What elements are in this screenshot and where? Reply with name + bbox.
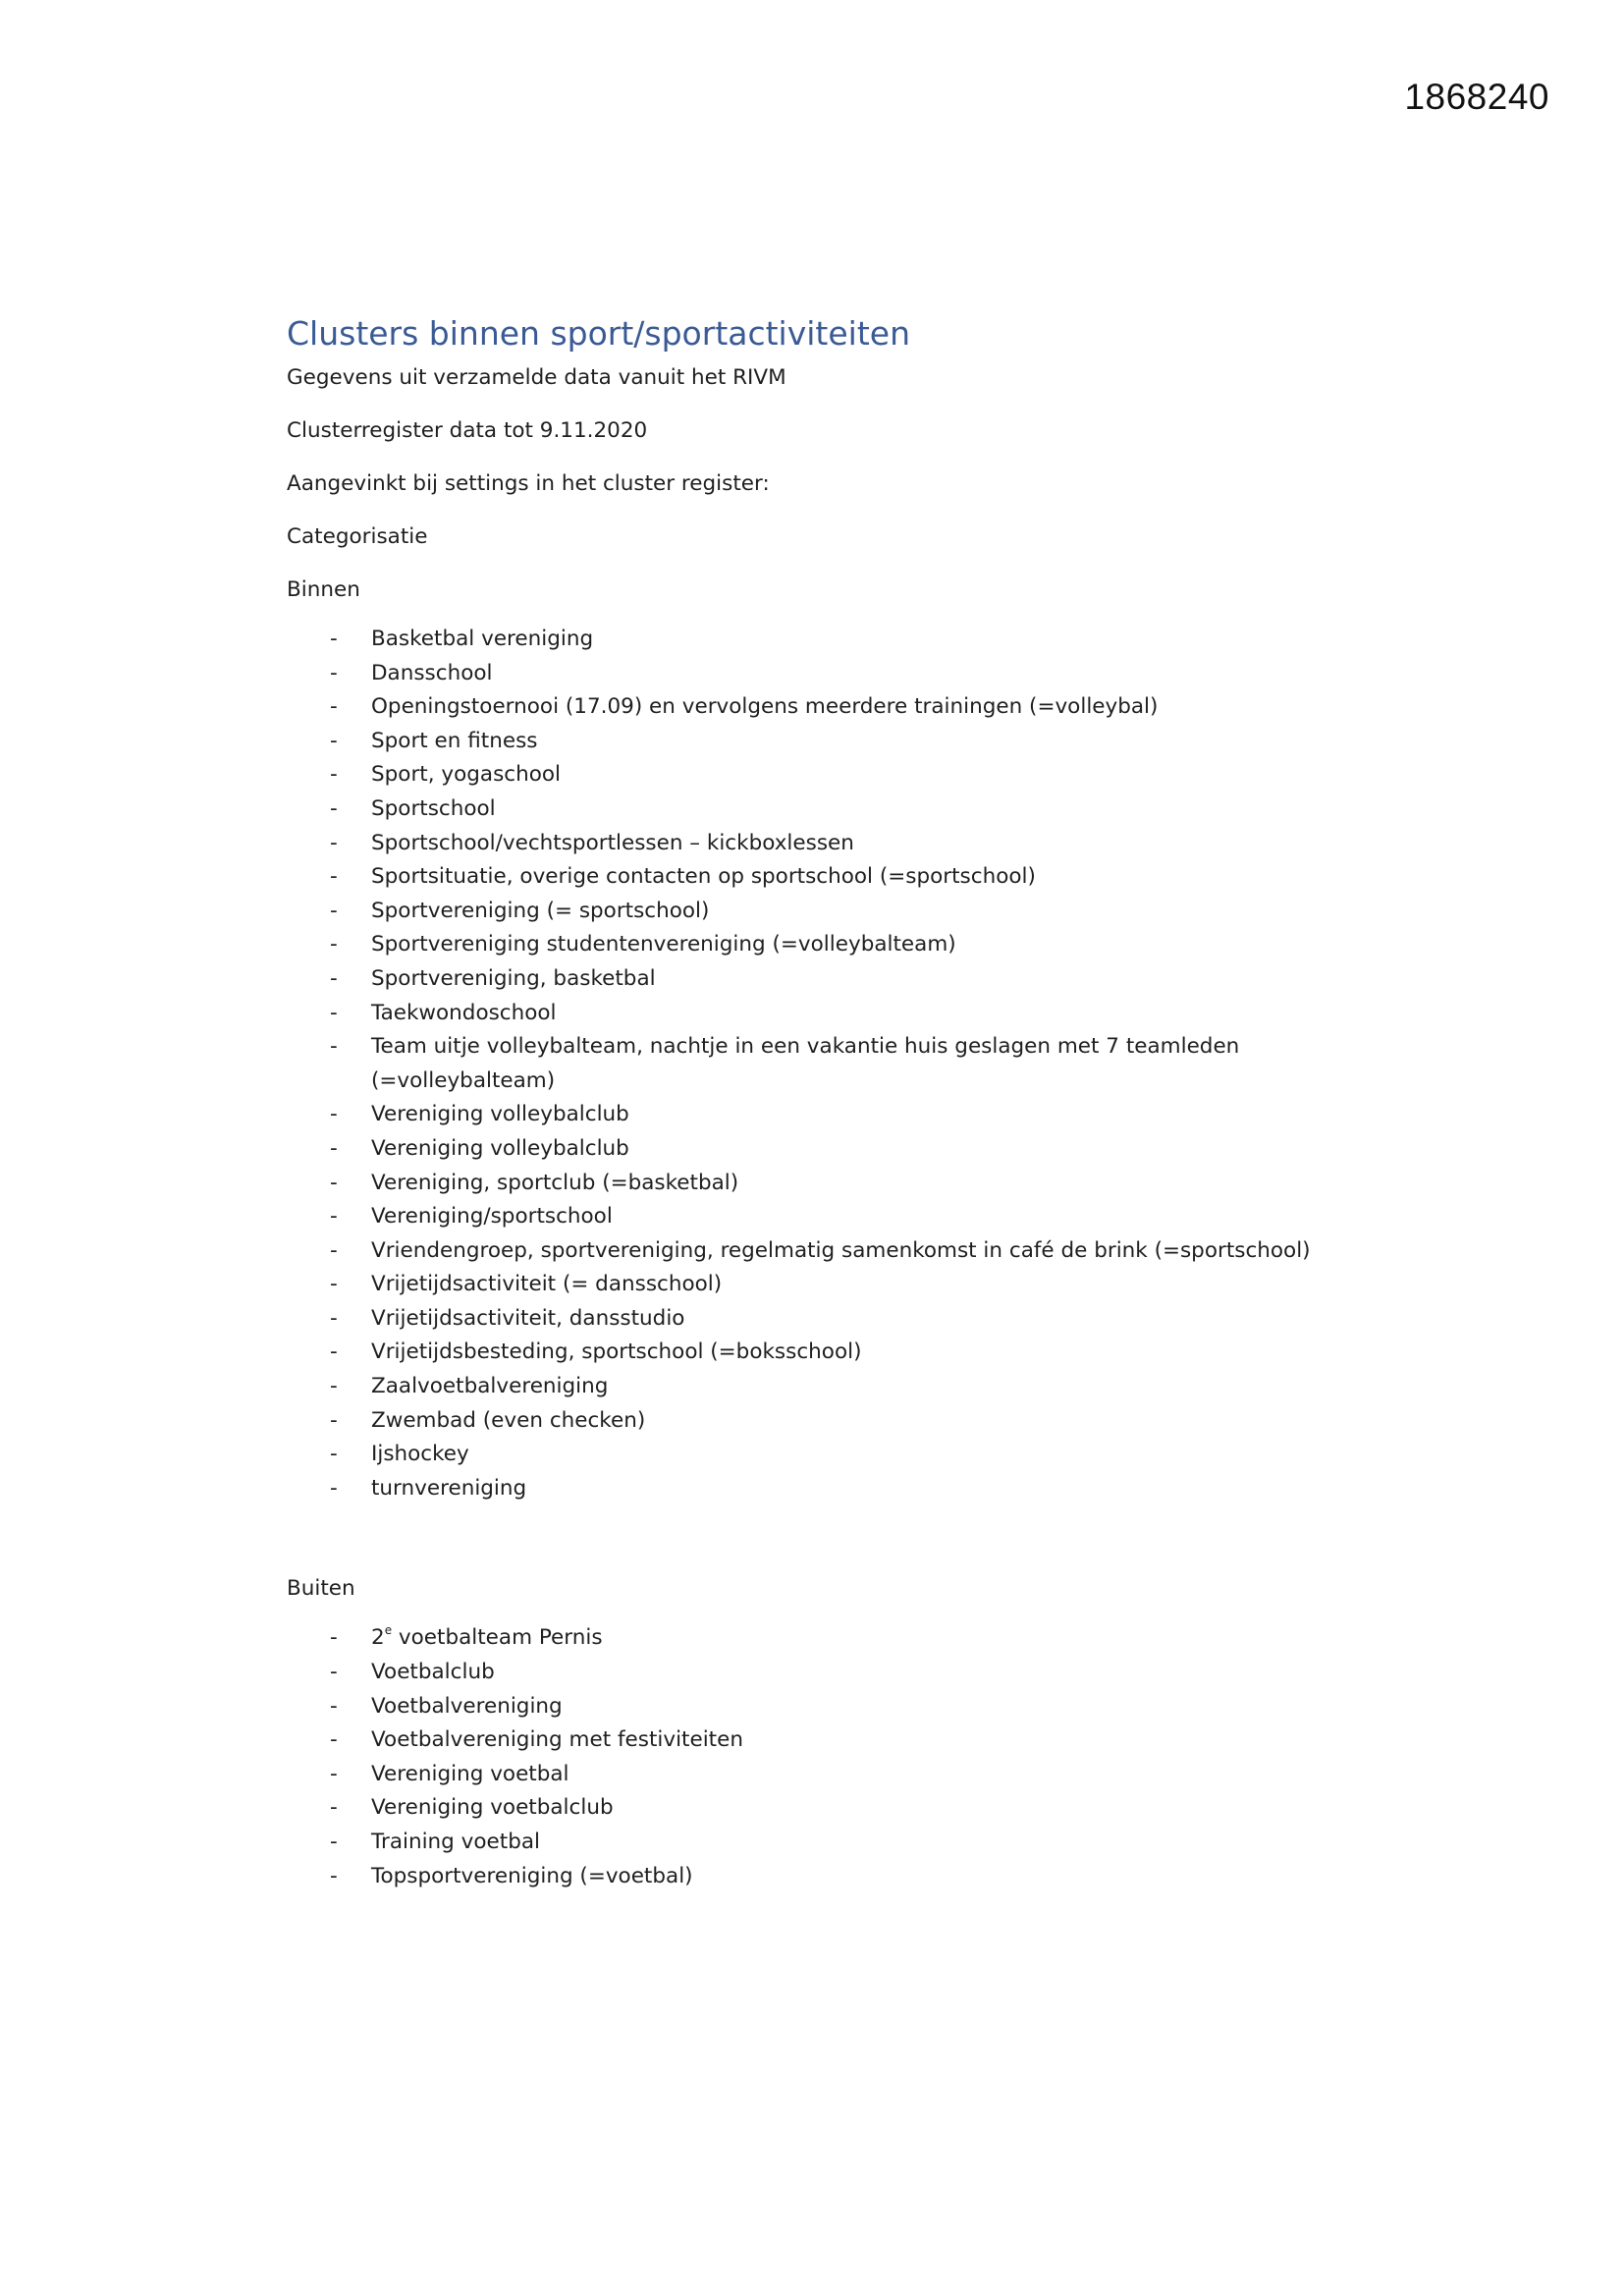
list-item-text: Sportsituatie, overige contacten op sportschool (=sportschool)	[371, 864, 1036, 890]
list-item-text: Vereniging volleybalclub	[371, 1102, 629, 1127]
list-item	[287, 928, 1465, 962]
list-item-text: Training voetbal	[371, 1830, 540, 1854]
bullet-dash: -	[330, 1034, 338, 1060]
list-item-text: Sportschool/vechtsportlessen – kickboxlessen	[371, 830, 854, 855]
list-item	[287, 1690, 1465, 1724]
list-item	[287, 1370, 1465, 1404]
list-item	[287, 1723, 1465, 1758]
list-item-text: Zwembad (even checken)	[371, 1407, 646, 1433]
document-body	[287, 312, 1465, 1893]
bullet-dash: -	[330, 1374, 338, 1399]
bullet-dash: -	[330, 830, 338, 855]
list-item-text: Ijshockey	[371, 1442, 469, 1467]
list-item-text: Vereniging, sportclub (=basketbal)	[371, 1170, 739, 1195]
document-number: 1868240	[1404, 77, 1549, 117]
buiten-list	[287, 1621, 1465, 1893]
bullet-dash: -	[330, 1442, 338, 1467]
list-item	[287, 1826, 1465, 1860]
list-item-text: Topsportvereniging (=voetbal)	[371, 1863, 693, 1888]
bullet-dash: -	[330, 795, 338, 821]
list-item	[287, 1167, 1465, 1201]
binnen-list	[287, 623, 1465, 1505]
list-item-text: Openingstoernooi (17.09) en vervolgens meerdere trainingen (=volleybal)	[371, 694, 1159, 720]
list-item	[287, 997, 1465, 1031]
list-item-text: Voetbalvereniging met festiviteiten	[371, 1727, 743, 1753]
bullet-dash: -	[330, 1830, 338, 1854]
bullet-dash: -	[330, 898, 338, 923]
bullet-dash: -	[330, 1761, 338, 1786]
bullet-dash: -	[330, 660, 338, 685]
list-item	[287, 1336, 1465, 1370]
list-item	[287, 1268, 1465, 1302]
list-item	[287, 1860, 1465, 1894]
list-item	[287, 1030, 1465, 1065]
buiten-heading: Buiten	[287, 1576, 355, 1602]
list-item	[287, 725, 1465, 759]
list-item-text: Sportvereniging studentenvereniging (=volleybalteam)	[371, 932, 956, 957]
list-item-text: Vrijetijdsactiviteit, dansstudio	[371, 1305, 685, 1331]
list-item	[287, 690, 1465, 725]
list-item-text: Basketbal vereniging	[371, 627, 594, 651]
bullet-dash: -	[330, 1727, 338, 1753]
list-item-text: Dansschool	[371, 660, 493, 685]
list-item	[287, 1758, 1465, 1792]
list-item	[287, 1132, 1465, 1167]
list-item	[287, 657, 1465, 691]
list-item-text: Sport en fitness	[371, 728, 538, 753]
list-item	[287, 1438, 1465, 1472]
bullet-dash: -	[330, 728, 338, 753]
bullet-dash: -	[330, 1272, 338, 1297]
list-item-text: voetbalteam Pernis	[392, 1625, 603, 1651]
categorisation-heading: Categorisatie	[287, 524, 428, 549]
list-item-superscript: e	[384, 1623, 393, 1638]
list-item	[287, 623, 1465, 657]
list-item	[287, 1791, 1465, 1826]
list-item	[287, 827, 1465, 861]
list-item	[287, 1302, 1465, 1337]
list-item	[287, 793, 1465, 827]
bullet-dash: -	[330, 694, 338, 720]
list-item-text: Vrijetijdsbesteding, sportschool (=boksschool)	[371, 1339, 862, 1365]
bullet-dash: -	[330, 1625, 338, 1651]
list-item-text: Sportvereniging, basketbal	[371, 965, 656, 991]
list-item-text: Sportvereniging (= sportschool)	[371, 898, 710, 923]
bullet-dash: -	[330, 864, 338, 890]
list-item-number: 2	[371, 1625, 385, 1651]
list-item-text: Sportschool	[371, 795, 496, 821]
list-item	[287, 1200, 1465, 1234]
bullet-dash: -	[330, 932, 338, 957]
bullet-dash: -	[330, 1305, 338, 1331]
bullet-dash: -	[330, 1170, 338, 1195]
list-item	[287, 1472, 1465, 1506]
bullet-dash: -	[330, 1135, 338, 1161]
list-item-text: turnvereniging	[371, 1475, 527, 1501]
list-item-text: Vriendengroep, sportvereniging, regelmatig samenkomst in café de brink (=sportschool)	[371, 1237, 1311, 1263]
bullet-dash: -	[330, 1795, 338, 1821]
bullet-dash: -	[330, 627, 338, 651]
bullet-dash: -	[330, 1407, 338, 1433]
list-item-text: Vereniging voetbalclub	[371, 1795, 614, 1821]
list-item-text: (=volleybalteam)	[371, 1067, 556, 1093]
register-date-paragraph: Clusterregister data tot 9.11.2020	[287, 418, 648, 443]
list-item	[287, 1404, 1465, 1439]
list-item	[287, 895, 1465, 929]
list-item-text: Voetbalclub	[371, 1660, 495, 1685]
list-item	[287, 962, 1465, 997]
list-item-text: Sport, yogaschool	[371, 762, 562, 788]
bullet-dash: -	[330, 1693, 338, 1719]
list-item	[287, 860, 1465, 895]
bullet-dash: -	[330, 1339, 338, 1365]
list-item	[287, 758, 1465, 793]
list-item	[287, 1065, 1465, 1099]
list-item-text: Team uitje volleybalteam, nachtje in een vakantie huis geslagen met 7 teamleden	[371, 1034, 1240, 1060]
list-item-text: Vereniging volleybalclub	[371, 1135, 629, 1161]
list-item-text: Vrijetijdsactiviteit (= dansschool)	[371, 1272, 723, 1297]
list-item-text: Vereniging/sportschool	[371, 1204, 613, 1230]
binnen-heading: Binnen	[287, 577, 360, 602]
list-item	[287, 1656, 1465, 1690]
page-title: Clusters binnen sport/sportactiviteiten	[287, 314, 910, 353]
bullet-dash: -	[330, 1475, 338, 1501]
bullet-dash: -	[330, 1000, 338, 1025]
source-paragraph: Gegevens uit verzamelde data vanuit het RIVM	[287, 365, 786, 390]
list-item	[287, 1234, 1465, 1269]
list-item-text: Taekwondoschool	[371, 1000, 557, 1025]
bullet-dash: -	[330, 1102, 338, 1127]
list-item-text: Voetbalvereniging	[371, 1693, 563, 1719]
list-item	[287, 1621, 1465, 1656]
bullet-dash: -	[330, 1863, 338, 1888]
list-item-text: Zaalvoetbalvereniging	[371, 1374, 609, 1399]
list-item	[287, 1098, 1465, 1132]
settings-paragraph: Aangevinkt bij settings in het cluster register:	[287, 471, 770, 496]
bullet-dash: -	[330, 965, 338, 991]
bullet-dash: -	[330, 762, 338, 788]
list-item-text: Vereniging voetbal	[371, 1761, 569, 1786]
bullet-dash: -	[330, 1204, 338, 1230]
bullet-dash: -	[330, 1660, 338, 1685]
bullet-dash: -	[330, 1237, 338, 1263]
